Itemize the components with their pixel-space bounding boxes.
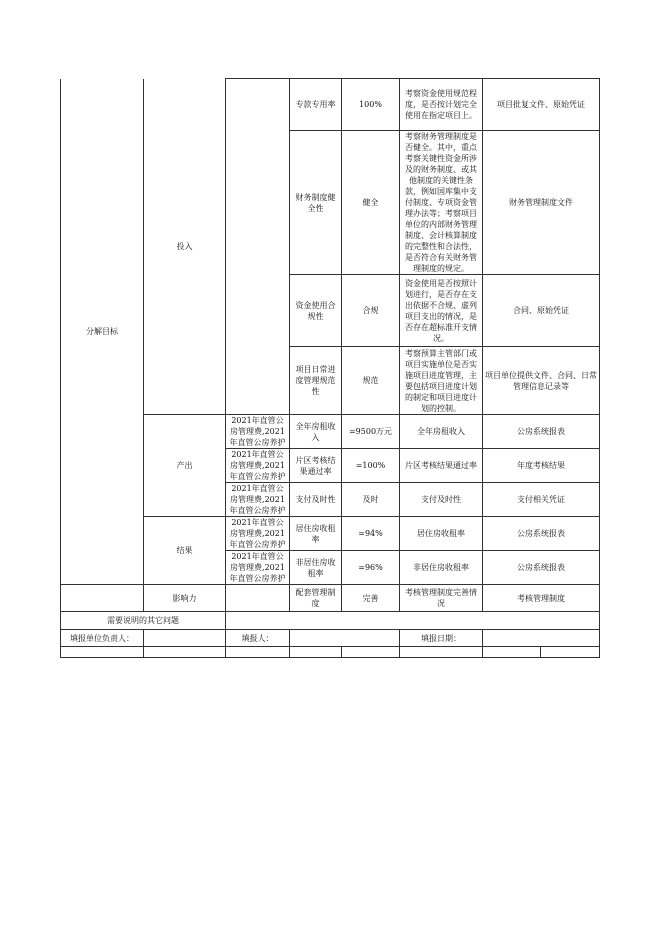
indicator-cell: 非居住房收租率 (290, 551, 342, 585)
indicator-cell: 支付及时性 (290, 483, 342, 517)
value-cell: 健全 (342, 131, 400, 275)
indicator-cell: 片区考核结果通过率 (290, 449, 342, 483)
description-cell: 支付及时性 (400, 483, 483, 517)
notes-row (61, 612, 600, 630)
date-value (483, 630, 600, 647)
indicator-cell: 专款专用率 (290, 79, 342, 131)
indicator-cell: 项目日常进度管理规范性 (290, 347, 342, 415)
evidence-cell: 合同、原始凭证 (483, 275, 600, 347)
indicator-cell: 资金使用合规性 (290, 275, 342, 347)
project-cell: 2021年直管公房管理费,2021年直管公房养护 (226, 517, 290, 551)
project-cell: 2021年直管公房管理费,2021年直管公房养护 (226, 449, 290, 483)
output-category-cell: 产出 (144, 415, 226, 517)
evidence-cell: 公房系统报表 (483, 415, 600, 449)
evidence-cell: 支付相关凭证 (483, 483, 600, 517)
project-cell (226, 585, 290, 612)
empty-cell (290, 647, 342, 658)
project-cell: 2021年直管公房管理费,2021年直管公房养护 (226, 415, 290, 449)
filler-label: 填报人： (226, 630, 290, 647)
footer-row (61, 630, 600, 647)
description-cell: 片区考核结果通过率 (400, 449, 483, 483)
evidence-cell: 项目批复文件、原始凭证 (483, 79, 600, 131)
description-cell: 非居住房收租率 (400, 551, 483, 585)
indicator-cell: 财务制度健全性 (290, 131, 342, 275)
value-cell: =96% (342, 551, 400, 585)
empty-cell (226, 647, 290, 658)
description-cell: 考察预算主管部门或项目实施单位是否实施项目进度管理，主要包括项目进度计划的制定和项目进度计划的控制。 (400, 347, 483, 415)
evidence-cell: 公房系统报表 (483, 517, 600, 551)
empty-row (61, 647, 600, 658)
date-label: 填报日期： (400, 630, 483, 647)
performance-goal-table (60, 78, 600, 658)
description-cell: 考核管理制度完善情况 (400, 585, 483, 612)
project-cell: 2021年直管公房管理费,2021年直管公房养护 (226, 483, 290, 517)
major-category-cell: 分解目标 (61, 79, 144, 585)
evidence-cell: 年度考核结果 (483, 449, 600, 483)
value-cell: =9500万元 (342, 415, 400, 449)
value-cell: 规范 (342, 347, 400, 415)
indicator-cell: 居住房收租率 (290, 517, 342, 551)
indicator-cell: 配套管理制度 (290, 585, 342, 612)
description-cell: 资金使用是否按照计划进行，是否存在支出依据不合规、虚列项目支出的情况，是否存在超标准开支情况。 (400, 275, 483, 347)
value-cell: 及时 (342, 483, 400, 517)
influence-category-cell: 影响力 (144, 585, 226, 612)
description-cell: 考察财务管理制度是否健全。其中，重点考察关键性资金所涉及的财务制度、或其他制度的关键性条款，例如国库集中支付制度、专项资金管理办法等；考察项目单位的内部财务管理制度、会计核算制度的完整性和合法性，是否符合有关财务管理制度的规定。 (400, 131, 483, 275)
evidence-cell: 财务管理制度文件 (483, 131, 600, 275)
unit-head-value (144, 630, 226, 647)
input-category-cell: 投入 (144, 79, 226, 415)
empty-cell (400, 647, 483, 658)
table-row (61, 585, 600, 612)
evidence-cell: 考核管理制度 (483, 585, 600, 612)
evidence-cell: 公房系统报表 (483, 551, 600, 585)
notes-label: 需要说明的其它问题 (61, 612, 226, 630)
notes-value (226, 612, 600, 630)
empty-cell (541, 647, 600, 658)
value-cell: =94% (342, 517, 400, 551)
value-cell: 100% (342, 79, 400, 131)
input-project-cell (226, 79, 290, 415)
result-category-cell: 结果 (144, 517, 226, 585)
empty-cell (144, 647, 226, 658)
empty-cell (342, 647, 400, 658)
table-row (61, 79, 600, 131)
value-cell: 完善 (342, 585, 400, 612)
filler-value (290, 630, 400, 647)
indicator-cell: 全年房租收入 (290, 415, 342, 449)
evidence-cell: 项目单位提供文件、合同、日常管理信息记录等 (483, 347, 600, 415)
value-cell: =100% (342, 449, 400, 483)
blank-cell (61, 585, 144, 612)
description-cell: 考察资金使用规范程度，是否按计划完全使用在指定项目上。 (400, 79, 483, 131)
empty-cell (61, 647, 144, 658)
description-cell: 全年房租收入 (400, 415, 483, 449)
empty-cell (483, 647, 541, 658)
value-cell: 合规 (342, 275, 400, 347)
project-cell: 2021年直管公房管理费,2021年直管公房养护 (226, 551, 290, 585)
description-cell: 居住房收租率 (400, 517, 483, 551)
unit-head-label: 填报单位负责人： (61, 630, 144, 647)
